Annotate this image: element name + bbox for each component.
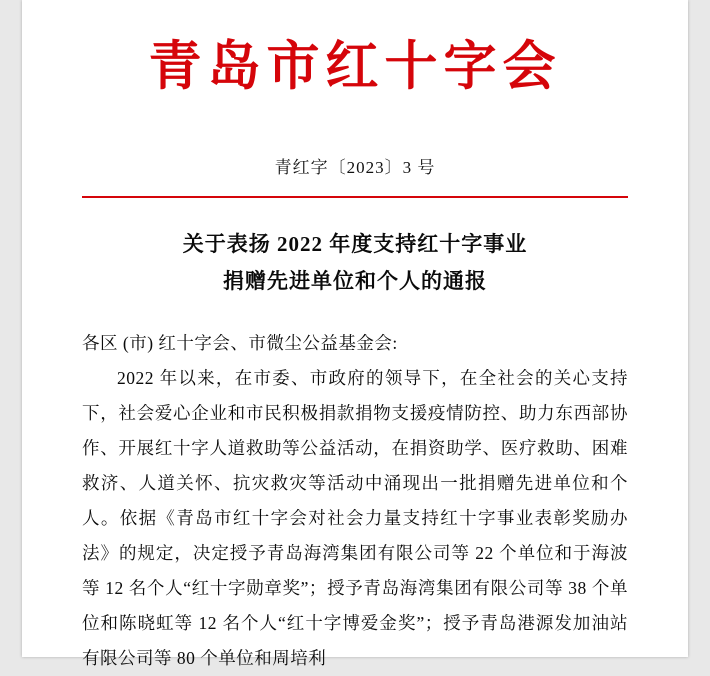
subject-line-2: 捐赠先进单位和个人的通报 (223, 268, 487, 293)
body-paragraph-1: 2022 年以来，在市委、市政府的领导下，在全社会的关心支持下，社会爱心企业和市民积极捐款捐物支援疫情防控、助力东西部协作、开展红十字人道救助等公益活动，在捐资助学、医疗救助、困难救济、人道关怀、抗灾救灾等活动中涌现出一批捐赠先进单位和个人。依据《青岛市红十字会对社会力量支持红十字事业表彰奖励办法》的规定，决定授予青岛海湾集团有限公司等 22 个单位和于海波等 12 名个人“红十字勋章奖”；授予青岛海湾集团有限公司等 38 个单位和陈晓虹等 12 名个人“红十字博爱金奖”；授予青岛港源发加油站有限公司等 80 个单位和周培利 (82, 367, 628, 668)
document-subject (22, 226, 688, 300)
subject-line-1: 关于表扬 2022 年度支持红十字事业 (182, 232, 528, 256)
document-page (22, 0, 688, 668)
document-number: 青红字〔2023〕3 号 (274, 158, 436, 177)
salutation: 各区 (市) 红十字会、市微尘公益基金会: (82, 332, 398, 353)
red-divider-rule (82, 196, 628, 198)
organization-title: 青岛市红十字会 (148, 35, 562, 97)
document-body (82, 326, 628, 676)
